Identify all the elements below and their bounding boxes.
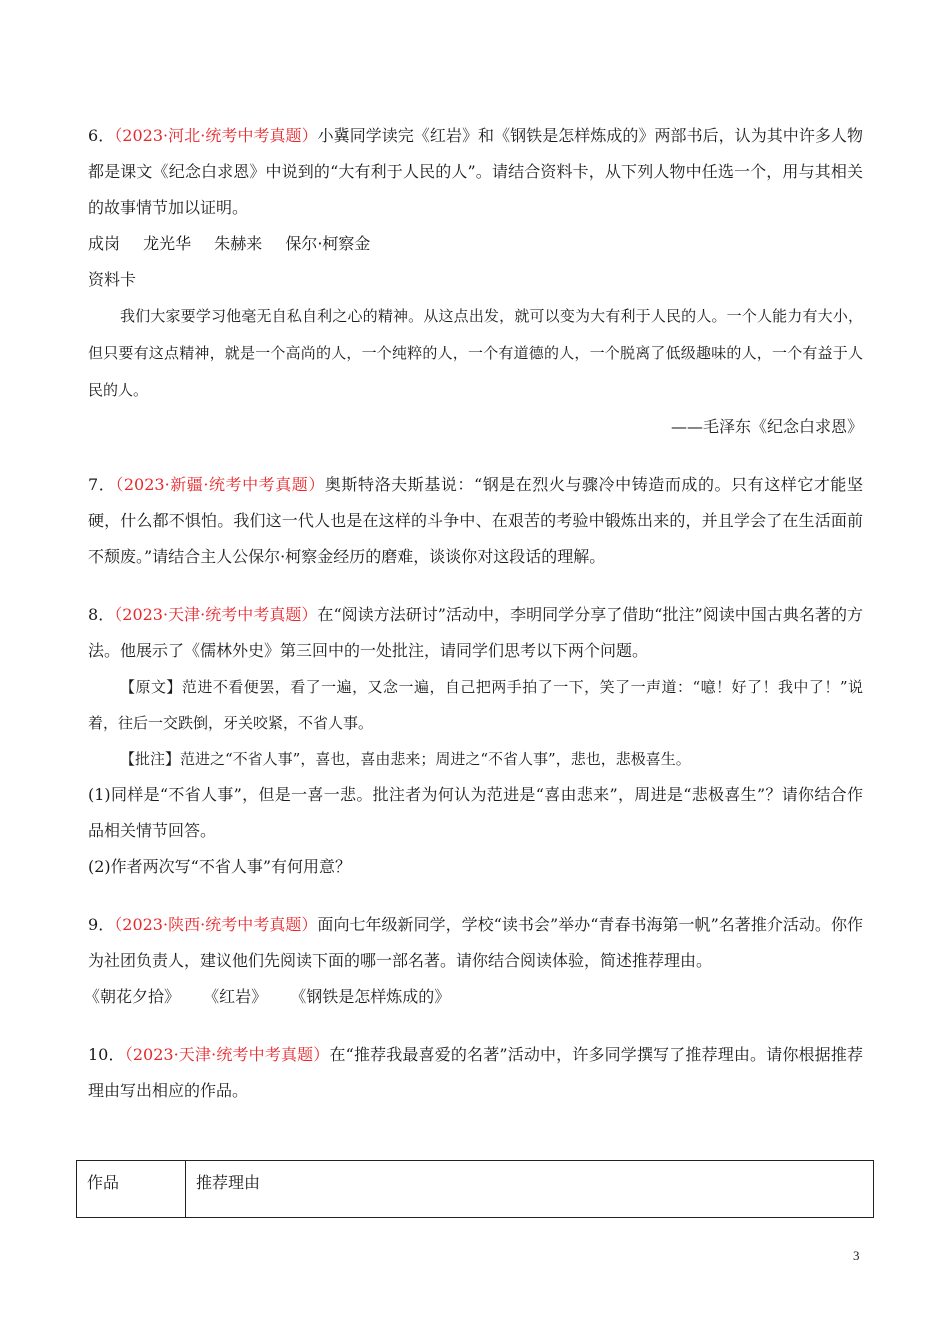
question-8-stem — [88, 597, 863, 669]
question-10 — [88, 1037, 863, 1109]
card-label: 资料卡 — [88, 270, 137, 289]
question-text: 在“推荐我最喜爱的名著”活动中，许多同学撰写了推荐理由。请你根据推荐理由写出相应的作品。 — [88, 1045, 863, 1100]
question-number: 6． — [88, 126, 115, 145]
book-options — [84, 979, 863, 1015]
original-text — [88, 669, 863, 741]
character-option: 保尔·柯察金 — [285, 234, 371, 253]
character-option: 龙光华 — [143, 234, 192, 253]
annotation-label: 【批注】 — [120, 750, 181, 768]
table-row — [77, 1161, 874, 1218]
question-number: 8． — [88, 605, 115, 624]
question-text: 在“阅读方法研讨”活动中，李明同学分享了借助“批注”阅读中国古典名著的方法。他展示了《儒林外史》第三回中的一处批注，请同学们思考以下两个问题。 — [88, 605, 863, 660]
question-9-stem — [88, 907, 863, 979]
question-8 — [88, 597, 863, 885]
question-source: （2023·河北·统考中考真题） — [114, 126, 318, 145]
question-source: （2023·天津·统考中考真题） — [114, 605, 318, 624]
question-9 — [84, 907, 863, 1015]
page-number: 3 — [853, 1248, 860, 1263]
question-10-stem — [88, 1037, 863, 1109]
question-text: 奥斯特洛夫斯基说：“钢是在烈火与骤冷中铸造而成的。只有这样它才能坚硬，什么都不惧怕。我们这一代人也是在这样的斗争中、在艰苦的考验中锻炼出来的，并且学会了在生活面前不颓废。”请结合主人公保尔·柯察金经历的磨难，谈谈你对这段话的理解。 — [88, 475, 863, 566]
character-option: 成岗 — [88, 234, 121, 253]
annotation-content: 范进之“不省人事”，喜也，喜由悲来；周进之“不省人事”，悲也，悲极喜生。 — [180, 750, 691, 768]
character-option: 朱赫来 — [214, 234, 263, 253]
original-content: 范进不看便罢，看了一遍，又念一遍，自己把两手拍了一下，笑了一声道：“噫！好了！我中了！”说着，往后一交跌倒，牙关咬紧，不省人事。 — [88, 678, 863, 732]
book-option: 《红岩》 — [203, 987, 268, 1006]
table-header-reason: 推荐理由 — [186, 1161, 874, 1218]
card-quote: 我们大家要学习他毫无自私自利之心的精神。从这点出发，就可以变为大有利于人民的人。一个人能力有大小，但只要有这点精神，就是一个高尚的人，一个纯粹的人，一个有道德的人，一个脱离了低级趣味的人，一个有益于人民的人。 — [88, 307, 863, 399]
question-6-stem — [88, 118, 863, 226]
question-text: 小冀同学读完《红岩》和《钢铁是怎样炼成的》两部书后，认为其中许多人物都是课文《纪念白求恩》中说到的“大有利于人民的人”。请结合资料卡，从下列人物中任选一个，用与其相关的故事情节加以证明。 — [88, 126, 863, 217]
question-number: 10． — [88, 1045, 125, 1064]
question-source: （2023·新疆·统考中考真题） — [115, 475, 325, 494]
book-option: 《钢铁是怎样炼成的》 — [290, 987, 451, 1006]
book-option: 《朝花夕拾》 — [84, 987, 181, 1006]
annotation — [88, 741, 863, 777]
original-label: 【原文】 — [120, 678, 182, 696]
question-7-stem — [88, 467, 863, 575]
question-7 — [88, 467, 863, 575]
question-number: 7． — [88, 475, 116, 494]
question-text: 面向七年级新同学，学校“读书会”举办“青春书海第一帆”名著推介活动。你作为社团负责人，建议他们先阅读下面的哪一部名著。请你结合阅读体验，简述推荐理由。 — [88, 915, 863, 970]
question-source: （2023·陕西·统考中考真题） — [114, 915, 318, 934]
question-number: 9． — [88, 915, 115, 934]
card-attribution: ——毛泽东《纪念白求恩》 — [670, 417, 863, 436]
question-6 — [88, 118, 863, 445]
sub-question-2: (2)作者两次写“不省人事”有何用意？ — [88, 857, 352, 876]
recommendation-table — [76, 1160, 874, 1218]
character-options — [88, 226, 863, 262]
table-header-work: 作品 — [77, 1161, 186, 1218]
sub-question-1: (1)同样是“不省人事”，但是一喜一悲。批注者为何认为范进是“喜由悲来”，周进是“悲极喜生”？请你结合作品相关情节回答。 — [88, 785, 863, 840]
document-body — [84, 118, 863, 1131]
question-source: （2023·天津·统考中考真题） — [124, 1045, 330, 1064]
